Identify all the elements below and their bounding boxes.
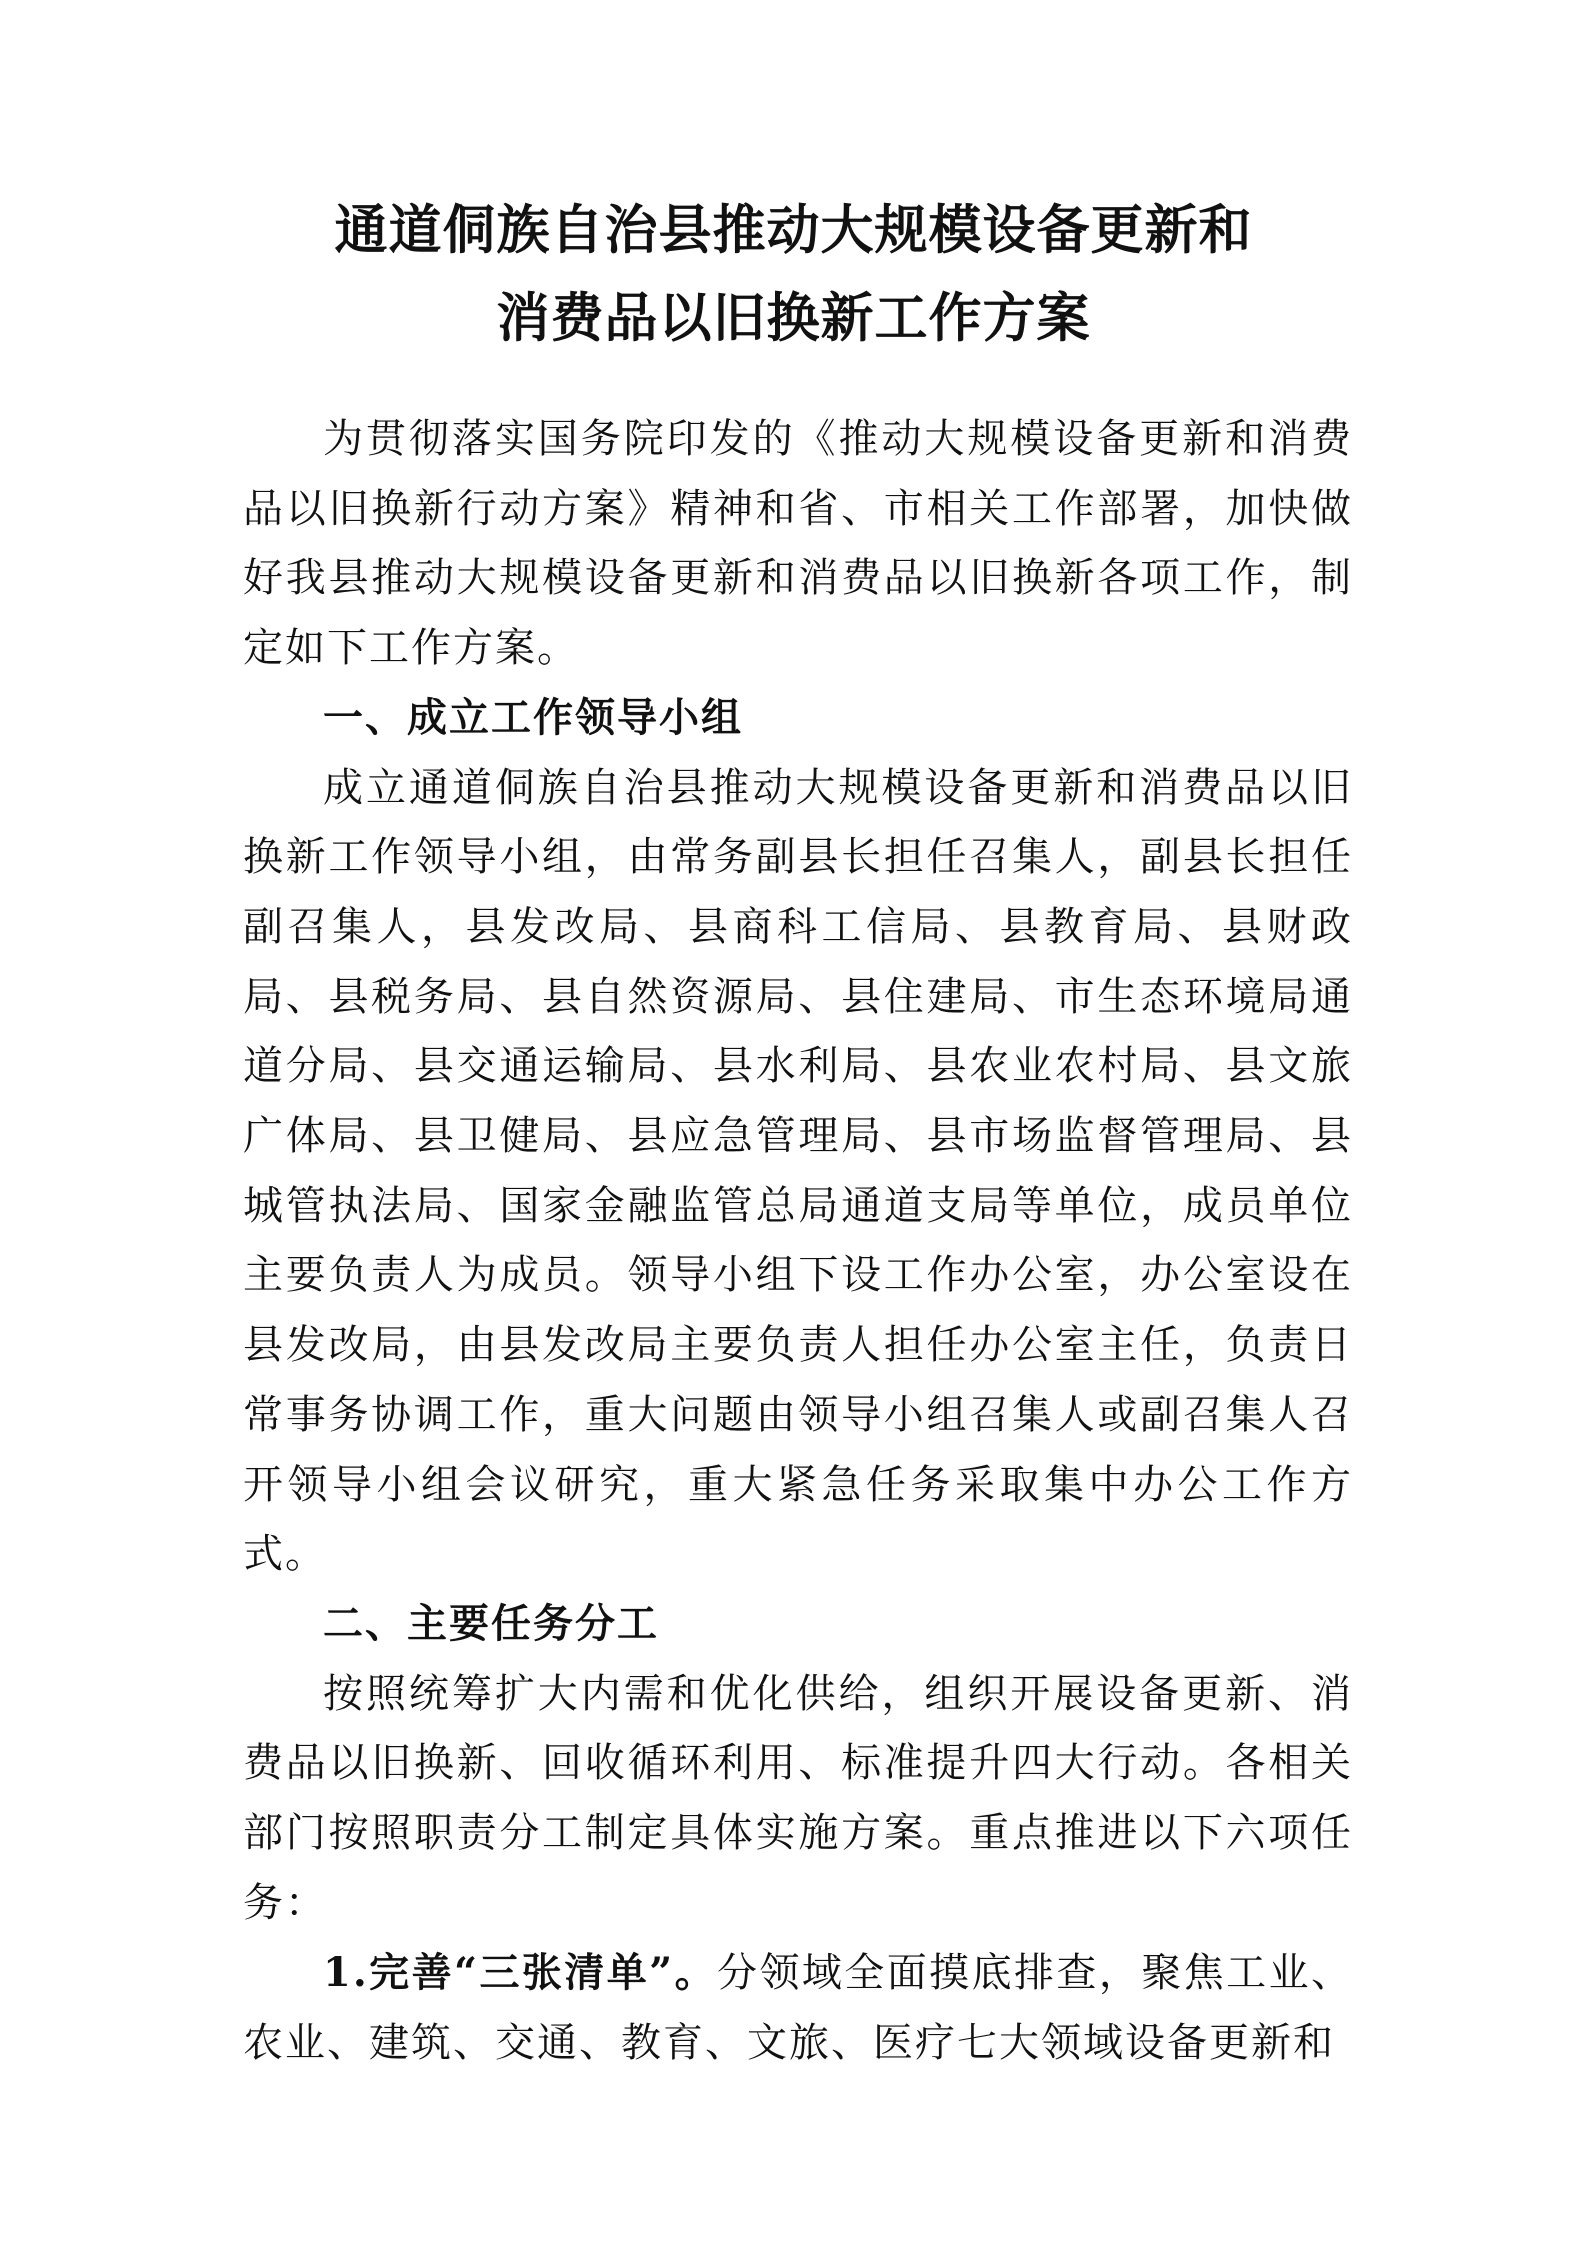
section-2-paragraph: 按照统筹扩大内需和优化供给，组织开展设备更新、消费品以旧换新、回收循环利用、标准提升四大行动。各相关部门按照职责分工制定具体实施方案。重点推进以下六项任务： — [243, 1670, 1353, 1926]
document-title — [0, 186, 1587, 362]
intro-paragraph: 为贯彻落实国务院印发的《推动大规模设备更新和消费品以旧换新行动方案》精神和省、市相关工作部署，加快做好我县推动大规模设备更新和消费品以旧换新各项工作，制定如下工作方案。 — [243, 416, 1353, 672]
title-line-2: 消费品以旧换新工作方案 — [496, 287, 1091, 349]
section-1-paragraph: 成立通道侗族自治县推动大规模设备更新和消费品以旧换新工作领导小组，由常务副县长担任召集人，副县长担任副召集人，县发改局、县商科工信局、县教育局、县财政局、县税务局、县自然资源局、县住建局、市生态环境局通道分局、县交通运输局、县水利局、县农业农村局、县文旅广体局、县卫健局、县应急管理局、县市场监督管理局、县城管执法局、国家金融监管总局通道支局等单位，成员单位主要负责人为成员。领导小组下设工作办公室，办公室设在县发改局，由县发改局主要负责人担任办公室主任，负责日常事务协调工作，重大问题由领导小组召集人或副召集人召开领导小组会议研究，重大紧急任务采取集中办公工作方式。 — [243, 764, 1353, 1578]
task-1-text: 分领域全面摸底排查，聚焦工业、农业、建筑、交通、教育、文旅、医疗七大领域设备更新和 — [243, 1950, 1353, 2067]
document-body — [243, 405, 1353, 2079]
task-1-paragraph — [243, 1938, 1353, 2078]
section-2-heading: 二、主要任务分工 — [323, 1600, 659, 1647]
section-1-heading: 一、成立工作领导小组 — [323, 694, 743, 741]
task-1-lead: 1.完善“三张清单”。 — [323, 1949, 718, 1997]
title-line-1: 通道侗族自治县推动大规模设备更新和 — [334, 199, 1253, 261]
